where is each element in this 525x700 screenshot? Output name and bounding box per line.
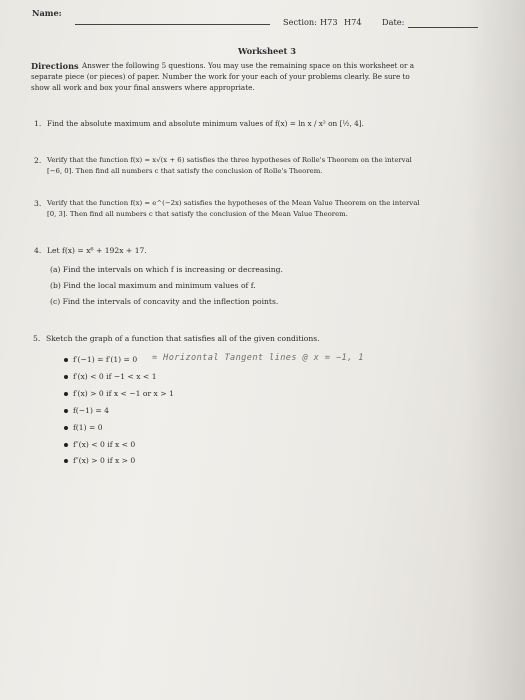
- problem-1-text: Find the absolute maximum and absolute minimum values of f(x) = ln x / x² on [½, 4].: [47, 119, 364, 128]
- problem-3-number: 3.: [34, 199, 42, 208]
- directions-line-1: Answer the following 5 questions. You may use the remaining space on this worksheet or a: [82, 61, 415, 70]
- condition-2: f′(x) < 0 if −1 < x < 1: [73, 372, 157, 381]
- condition-7: f″(x) > 0 if x > 0: [73, 456, 136, 465]
- bullet-4: [64, 409, 68, 413]
- name-underline: [75, 24, 270, 25]
- directions-line-2: separate piece (or pieces) of paper. Number the work for your each of your problems clearly. Be sure to: [31, 72, 410, 81]
- section-label: Section:: [283, 17, 317, 27]
- problem-4-number: 4.: [34, 246, 42, 255]
- date-label: Date:: [382, 17, 405, 27]
- name-label: Name:: [32, 8, 62, 18]
- problem-4-text: Let f(x) = x⁶ + 192x + 17.: [47, 246, 147, 255]
- date-underline: [408, 27, 478, 28]
- problem-2-line-2: [−6, 0]. Then find all numbers c that satisfy the conclusion of Rolle's Theorem.: [47, 167, 323, 175]
- condition-1: f′(−1) = f′(1) = 0: [73, 355, 138, 364]
- handwritten-note: = Horizontal Tangent lines @ x = −1, 1: [152, 353, 364, 363]
- bullet-1: [64, 358, 68, 362]
- problem-5-text: Sketch the graph of a function that satisfies all of the given conditions.: [46, 334, 320, 343]
- problem-4-part-a: (a) Find the intervals on which f is increasing or decreasing.: [50, 265, 283, 274]
- bullet-3: [64, 392, 68, 396]
- problem-4-part-c: (c) Find the intervals of concavity and the inflection points.: [50, 297, 279, 306]
- condition-6: f″(x) < 0 if x < 0: [73, 440, 136, 449]
- worksheet-title: Worksheet 3: [238, 46, 297, 56]
- problem-2-number: 2.: [34, 156, 42, 165]
- problem-5-number: 5.: [33, 334, 41, 343]
- problem-1-number: 1.: [34, 119, 42, 128]
- bullet-7: [64, 459, 68, 463]
- page-shadow: [465, 0, 525, 700]
- bullet-5: [64, 426, 68, 430]
- condition-3: f′(x) > 0 if x < −1 or x > 1: [73, 389, 174, 398]
- problem-2-line-1: Verify that the function f(x) = x√(x + 6) satisfies the three hypotheses of Rolle's Theorem on the interval: [47, 156, 412, 164]
- directions-line-3: show all work and box your final answers where appropriate.: [31, 83, 255, 92]
- problem-3-line-1: Verify that the function f(x) = e^(−2x) satisfies the hypotheses of the Mean Value Theorem on the interval: [47, 199, 420, 207]
- bullet-2: [64, 375, 68, 379]
- condition-5: f(1) = 0: [73, 423, 103, 432]
- section-h73: H73: [320, 17, 338, 27]
- bullet-6: [64, 443, 68, 447]
- section-h74: H74: [344, 17, 362, 27]
- directions-heading: Directions: [31, 61, 79, 71]
- problem-3-line-2: [0, 3]. Then find all numbers c that satisfy the conclusion of the Mean Value Theorem.: [47, 210, 348, 218]
- problem-4-part-b: (b) Find the local maximum and minimum values of f.: [50, 281, 256, 290]
- condition-4: f(−1) = 4: [73, 406, 109, 415]
